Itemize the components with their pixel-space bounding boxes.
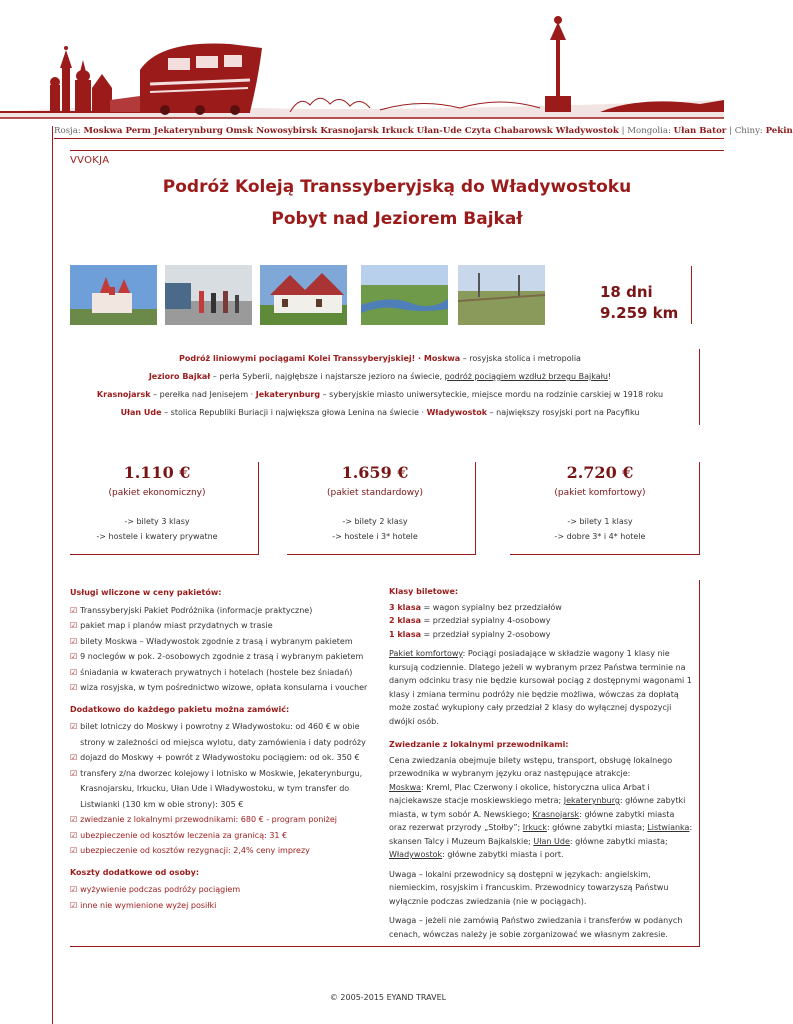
checkbox-icon: ☑ (70, 885, 78, 894)
costs-heading: Koszty dodatkowe od osoby: (70, 867, 200, 877)
package-feature: -> bilety 2 klasy (342, 517, 408, 526)
footer-copyright: © 2005-2015 EYAND TRAVEL (329, 993, 447, 1002)
included-item: ☑ Transsyberyjski Pakiet Podróżnika (informacje praktyczne) (70, 603, 370, 619)
photo-river (361, 265, 448, 325)
extra-item: ☑ transfery z/na dworzec kolejowy i lotnisko w Moskwie, Jekaterynburgu, Krasnojarsku, Irkucku, Ułan Ude i Władywostoku, w tym transfer do Listwianki (130 km w obie strony): 305 € (70, 766, 370, 813)
cost-item: ☑ inne nie wymienione wyżej posiłki (70, 898, 370, 914)
included-item: ☑ 9 noclegów w pok. 2-osobowych zgodnie z trasą i wybranym pakietem (70, 649, 370, 665)
trip-duration: 18 dni (600, 283, 653, 301)
package-feature: -> bilety 1 klasy (567, 517, 633, 526)
checkbox-icon: ☑ (70, 636, 78, 646)
cost-item: ☑ wyżywienie podczas podróży pociągiem (70, 882, 370, 898)
checkbox-icon: ☑ (70, 667, 78, 677)
services-column (70, 585, 370, 913)
package-feature: -> dobre 3* i 4* hotele (554, 532, 646, 541)
checkbox-icon: ☑ (70, 621, 78, 630)
comfort-note: Pakiet komfortowy: Pociągi posiadające w składzie wagony 1 klasy nie kursują codziennie. Dlatego jeżeli w wybranym przez Państwa terminie na danym odcinku trasy nie będzie kursował pociąg z dostępnymi wagonami 1 klasy i zmiana terminu podróży nie będzie możliwa, wówczas za dopłatą może zostać wykupiony cały przedział 2 klasy do wyłącznej dyspozycji dwójki osób. (389, 649, 692, 726)
self-organize-note: Uwaga – jeżeli nie zamówią Państwo zwiedzania i transferów w podanych cenach, wówczas należy je sobie zorganizować we własnym zakresie. (389, 916, 683, 939)
package-price: 2.720 € (566, 463, 634, 482)
highlight-line: Podróż liniowymi pociągami Kolei Transsyberyjskiej! · Moskwa – rosyjska stolica i metropolia (179, 354, 581, 363)
route-china-cities: Pekin (765, 126, 793, 136)
checkbox-icon: ☑ (70, 900, 78, 910)
top-divider (70, 150, 724, 151)
page-title: Podróż Koleją Transsyberyjską do Władywostoku (162, 177, 632, 197)
package-standard (280, 462, 470, 544)
extra-item: ☑ ubezpieczenie od kosztów rezygnacji: 2,4% ceny imprezy (70, 843, 370, 859)
bottom-divider (70, 946, 700, 947)
extra-item: ☑ ubezpieczenie od kosztów leczenia za granicą: 31 € (70, 828, 370, 844)
package-underline (70, 554, 259, 555)
package-name: (pakiet ekonomiczny) (108, 488, 206, 498)
highlights-divider (699, 349, 700, 425)
package-divider (258, 462, 259, 555)
checkbox-icon: ☑ (70, 722, 78, 731)
highlight-line: Ułan Ude – stolica Republiki Buriacji i największa głowa Lenina na świecie · Władywostok – największy rosyjski port na Pacyfiku (120, 408, 640, 417)
class-row: 2 klasa = przedział sypialny 4-osobowy (389, 616, 551, 625)
guides-note: Uwaga – lokalni przewodnicy są dostępni w językach: angielskim, niemieckim, rosyjskim i francuskim. Przewodnicy towarzyszą Państwu wyłącznie podczas zwiedzania (nie w pociągach). (389, 869, 669, 906)
checkbox-icon: ☑ (70, 652, 78, 661)
package-divider (475, 462, 476, 555)
extra-item: ☑ dojazd do Moskwy + powrót z Władywostoku pociągiem: od ok. 350 € (70, 750, 370, 766)
route-russia-cities: Moskwa Perm Jekaterynburg Omsk Nowosybirsk Krasnojarsk Irkuck Ułan-Ude Czyta Chabarowsk Władywostok (83, 126, 619, 136)
content-divider (699, 580, 700, 947)
sightseeing-heading: Zwiedzanie z lokalnymi przewodnikami: (389, 740, 569, 749)
page-subtitle: Pobyt nad Jeziorem Bajkał (271, 209, 523, 229)
checkbox-icon: ☑ (70, 815, 78, 824)
checkbox-icon: ☑ (70, 846, 78, 855)
sightseeing-list: Moskwa: Kreml, Plac Czerwony i okolice, historyczna ulica Arbat i najciekawsze stacje moskiewskiego metra; Jekaterynburg: główne zabytki miasta, w tym sobór A. Newskiego; Krasnojarsk: główne zabytki miasta oraz rezerwat przyrody „Stołby”; Irkuck: główne zabytki miasta; Listwianka: skansen Talcy i Muzeum Bajkalskie; Ułan Ude: główne zabytki miasta; Władywostok: główne zabytki miasta i port. (389, 782, 693, 859)
package-feature: -> hostele i 3* hotele (332, 532, 418, 541)
photo-church (70, 265, 157, 325)
package-feature: -> bilety 3 klasy (124, 517, 190, 526)
included-item: ☑ wiza rosyjska, w tym pośrednictwo wizowe, opłata konsularna i voucher (70, 680, 370, 696)
extra-item: ☑ zwiedzanie z lokalnymi przewodnikami: 680 € - program poniżej (70, 812, 370, 828)
route-divider (54, 138, 724, 139)
stats-divider (691, 266, 692, 324)
package-price: 1.110 € (123, 463, 191, 482)
class-row: 3 klasa = wagon sypialny bez przedziałów (389, 602, 562, 612)
package-comfort (505, 462, 695, 544)
photo-house (260, 265, 347, 325)
sightseeing-intro: Cena zwiedzania obejmuje bilety wstępu, transport, obsługę lokalnego przewodnika w wybranym języku oraz następujące atrakcje: (389, 755, 673, 778)
left-border (52, 126, 53, 1024)
route-mongolia-cities: Ułan Bator (673, 126, 727, 136)
route-china-label: Chiny: (734, 126, 763, 136)
trip-stats (600, 282, 678, 324)
included-item: ☑ bilety Moskwa – Władywostok zgodnie z trasą i wybranym pakietem (70, 634, 370, 650)
photo-platform (165, 265, 252, 325)
included-item: ☑ pakiet map i planów miast przydatnych w trasie (70, 618, 370, 634)
package-name: (pakiet komfortowy) (554, 488, 646, 498)
package-underline (287, 554, 476, 555)
route-bar: Rosja: Moskwa Perm Jekaterynburg Omsk Nowosybirsk Krasnojarsk Irkuck Ułan-Ude Czyta Chabarowsk Władywostok | Mongolia: Ułan Bator | Chiny: Pekin (54, 126, 793, 136)
included-item: ☑ śniadania w kwaterach prywatnych i hotelach (hostele bez śniadań) (70, 665, 370, 681)
info-column (389, 585, 694, 941)
ticket-classes-heading: Klasy biletowe: (389, 587, 459, 596)
checkbox-icon: ☑ (70, 683, 78, 692)
checkbox-icon: ☑ (70, 768, 78, 778)
trip-code-badge: VVOKJA (70, 155, 110, 166)
checkbox-icon: ☑ (70, 605, 78, 615)
package-name: (pakiet standardowy) (326, 488, 423, 498)
package-economy (62, 462, 252, 544)
highlight-line: Krasnojarsk – perełka nad Jenisejem · Jekaterynburg – syberyjskie miasto uniwersyteckie, miejsce mordu na rodzinie carskiej w 1918 roku (96, 390, 664, 399)
route-mongolia-label: Mongolia: (627, 126, 671, 136)
route-russia-label: Rosja: (54, 126, 81, 136)
package-feature: -> hostele i kwatery prywatne (96, 532, 218, 541)
package-underline (510, 554, 700, 555)
class-row: 1 klasa = przedział sypialny 2-osobowy (389, 629, 551, 639)
package-divider (699, 462, 700, 555)
highlight-line: Jezioro Bajkał – perła Syberii, najgłębsze i najstarsze jezioro na świecie, podróż pociągiem wzdłuż brzegu Bajkału! (148, 372, 612, 381)
extras-heading: Dodatkowo do każdego pakietu można zamówić: (70, 704, 290, 714)
trip-highlights (70, 350, 690, 422)
trip-distance: 9.259 km (600, 304, 679, 322)
extra-item: ☑ bilet lotniczy do Moskwy i powrotny z Władywostoku: od 460 € w obie strony w zależności od miejsca wylotu, daty zamówienia i daty podróży (70, 719, 370, 750)
banner-illustration (0, 0, 724, 126)
package-price: 1.659 € (341, 463, 409, 482)
checkbox-icon: ☑ (70, 830, 78, 840)
included-heading: Usługi wliczone w ceny pakietów: (70, 588, 222, 597)
photo-steppe (458, 265, 545, 325)
checkbox-icon: ☑ (70, 753, 78, 762)
